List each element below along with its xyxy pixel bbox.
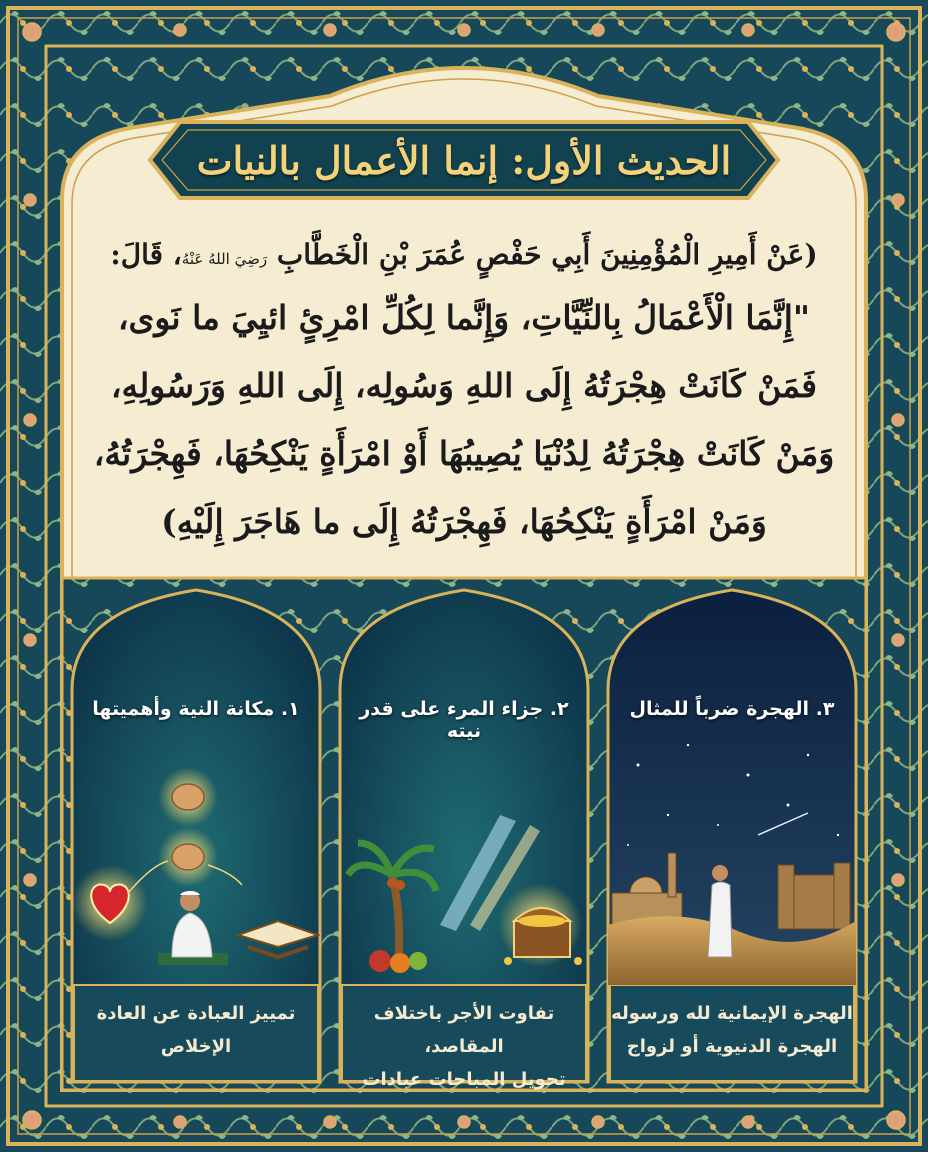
page-title: الحديث الأول: إنما الأعمال بالنيات [196, 137, 732, 183]
walking-man-icon [708, 882, 732, 957]
card-1-caption-line-2: الإخلاص [160, 1036, 232, 1057]
book-icon [238, 921, 318, 947]
hadith-line-3: فَمَنْ كَانَتْ هِجْرَتُهُ إِلَى اللهِ وَسُولِه، إِلَى اللهِ وَرَسُولِهِ، [110, 366, 818, 405]
hijra-illustration [608, 725, 856, 985]
card-1-title: ١. مكانة النية وأهميتها [92, 698, 300, 720]
hadith-line-1: (عَنْ أَمِيرِ الْمُؤْمِنِينَ أَبِي حَفْصٍ عُمَرَ بْنِ الْخَطَّابِ [276, 238, 818, 271]
hadith-line [82, 226, 846, 284]
card-3-caption [607, 997, 857, 1063]
card-2-caption [339, 997, 589, 1096]
honorific: رَضِيَ اللهُ عَنْهُ [181, 250, 268, 268]
brain-icon [172, 784, 204, 810]
hadith-line-4: وَمَنْ كَانَتْ هِجْرَتُهُ لِدُنْيَا يُصِيبُهَا أَوْ امْرَأَةٍ يَنْكِحُهَا، فَهِجْرَتُهُ، [93, 434, 835, 473]
brain-icon [172, 844, 204, 870]
hadith-line-5: وَمَنْ امْرَأَةٍ يَنْكِحُهَا، فَهِجْرَتُهُ إِلَى ما هَاجَرَ إِلَيْهِ) [161, 502, 767, 541]
reward-illustration [340, 725, 588, 985]
intention-illustration [72, 725, 320, 985]
card-3-title: ٣. الهجرة ضرباً للمثال [629, 698, 835, 720]
card-2-title: ٢. جزاء المرء على قدر نيته [359, 698, 569, 742]
hadith-line-1-end: ، قَالَ: [110, 238, 182, 271]
card-2-caption-line-1: تفاوت الأجر باختلاف المقاصد، [373, 1003, 555, 1057]
hadith-text [82, 226, 846, 556]
card-3-caption-line-1: الهجرة الإيمانية لله ورسوله [611, 1003, 853, 1024]
card-3-caption-line-2: الهجرة الدنيوية أو لزواج [626, 1036, 838, 1057]
card-2-caption-line-2: تحويل المباحات عبادات [362, 1069, 566, 1090]
card-1-caption [71, 997, 321, 1063]
card-1-caption-line-1: تمييز العبادة عن العادة [96, 1003, 296, 1024]
hadith-line-2: "إِنَّمَا الْأَعْمَالُ بِالنِّيَّاتِ، وَإِنَّما لِكُلِّ امْرِئٍ ائيِيَ ما نَوى، [117, 298, 811, 337]
